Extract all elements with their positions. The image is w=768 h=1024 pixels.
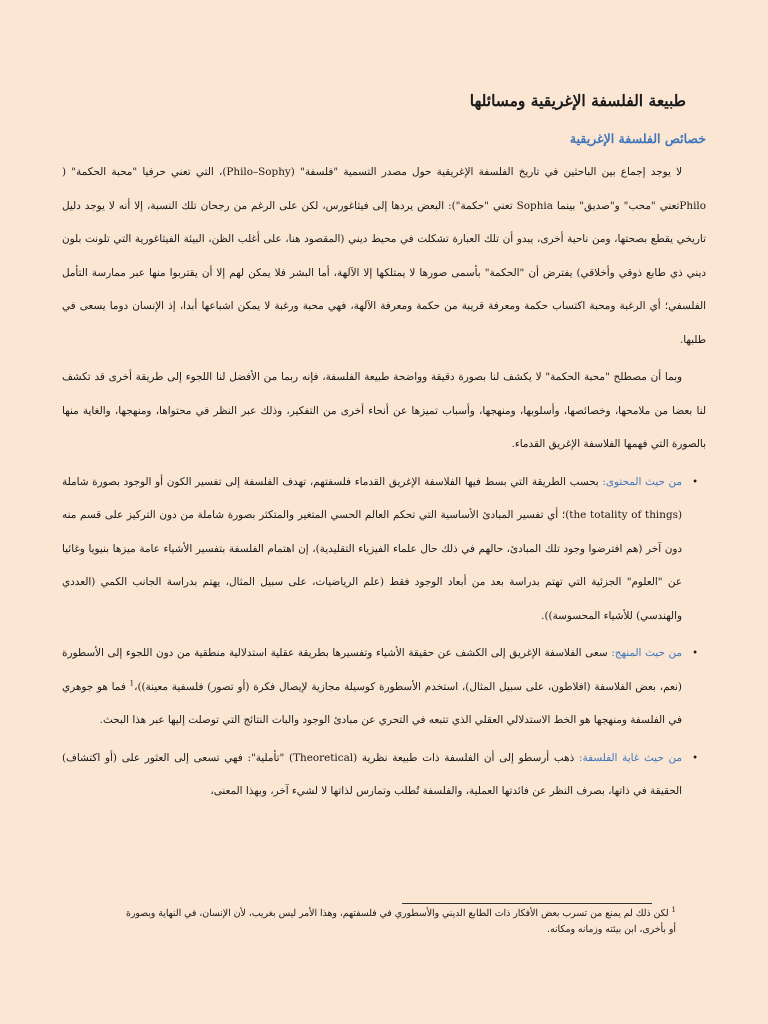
footnote-divider [402,903,652,904]
bullet-text: سعى الفلاسفة الإغريق إلى الكشف عن حقيقة الأشياء وتفسيرها بطريقة عقلية استدلالية منطقية من دون اللجوء إلى الأسطورة (نعم، بعض الفلاسفة (افلاطون، على سبيل المثال)، استخدم الأسطورة كوسيلة مجازية لإيصال فكرة (أو تصور) فلسفية معينة))، [62,647,682,693]
bullet-marker: • [692,752,698,764]
paragraph-intro: لا يوجد إجماع بين الباحثين في تاريخ الفلسفة الإغريقية حول مصدر التسمية "فلسفة" (Philo–Sophy)، التي تعني حرفيا "محبة الحكمة" ( Philoتعني "محب" و"صديق" بينما Sophia تعني "حكمة"): البعض يردها إلى فيثاغورس، لكن على الرغم من رجحان تلك النسبة، إلا أنه لا يوجد دليل تاريخي يقطع بصحتها، ومن ناحية أخرى، يبدو أن تلك العبارة تشكلت في محيط ديني (المقصود هنا، على أغلب الظن، البيئة الفيثاغورية التي تلونت بلون ديني ذي طابع ذوقي وأخلاقي) يفترض أن "الحكمة" بأسمى صورها لا يمتلكها إلا الآلهة، أما البشر فلا يمكن لهم إلا أن يقتربوا منها عبر ممارسة التأمل الفلسفي؛ أي الرغبة ومحبة اكتساب حكمة ومعرفة قريبة من حكمة ومعرفة الآلهة، فهي محبة ورغبة لا يمكن اشباعها أبدا، إذ الإنسان دوما يسعى في طلبها. [62,166,706,346]
bullet-purpose [62,742,706,809]
footnote-reference: 1 [129,679,135,688]
page-title: طبيعة الفلسفة الإغريقية ومسائلها [469,91,686,110]
section-heading: خصائص الفلسفة الإغريقية [569,131,706,146]
bullet-text: بحسب الطريقة التي بسط فيها الفلاسفة الإغريق القدماء فلسفتهم، تهدف الفلسفة إلى تفسير الكون أو الوجود بصورة شاملة (the totality of things)؛ أي تفسير المبادئ الأساسية التي تحكم العالم الحسي المتغير والمتكثر بصورة شاملة من دون التركيز على قسم منه دون آخر (هم افترضوا وجود تلك المبادئ، حالهم في ذلك حال علماء الفيزياء التقليدية)، إن اهتمام الفلسفة بتفسير الأشياء عامة ميزها بنيويا وغائيا عن "العلوم" الجزئية التي تهتم بدراسة بعد من أبعاد الوجود فقط (علم الرياضيات، على سبيل المثال، يهتم بدراسة الجانب الكمي (العددي والهندسي) للأشياء المحسوسة)). [62,475,682,622]
bullet-content [62,466,706,634]
footnote [116,906,676,938]
bullet-marker: • [692,648,698,659]
footnote-text: لكن ذلك لم يمنع من تسرب بعض الأفكار ذات الطابع الديني والأسطوري في فلسفتهم، وهذا الأمر ليس بغريب، لأن الإنسان، في النهاية وبصورة أو بأخرى، ابن بيئته وزمانه ومكانه. [125,908,676,935]
footnote-mark: 1 [671,905,676,914]
document-body [62,86,706,809]
bullet-lead: من حيث المحتوى: [602,475,682,488]
bullet-lead: من حيث المنهج: [611,647,682,659]
bullet-text: ذهب أرسطو إلى أن الفلسفة ذات طبيعة نظرية (Theoretical) "تأملية": فهي تسعى إلى العثور على (أو اكتشاف) الحقيقة في ذاتها، بصرف النظر عن فائدتها العملية، والفلسفة تُطلب وتمارس لذاتها لا لشيء آخر، وبهذا المعنى، [62,751,682,797]
bullet-method [62,637,706,738]
bullet-text-continued: فما هو جوهري في الفلسفة ومنهجها هو الخط الاستدلالي العقلي الذي تتبعه في التحري عن مبادئ الوجود والبات النتائج التي توصلت إليها عبر هذا البحث. [62,680,682,726]
bullet-lead: من حيث غاية الفلسفة: [579,751,682,764]
paragraph-method: وبما أن مصطلح "محبة الحكمة" لا يكشف لنا بصورة دقيقة وواضحة طبيعة الفلسفة، فإنه ربما من الأفضل لنا اللجوء إلى طريقة أخرى قد تكشف لنا بعضا من ملامحها، وخصائصها، وأسلوبها، ومنهجها، وأسباب تميزها عن أنحاء أخرى من التفكير، وذلك عبر النظر في محتواها، ومنهجها، والغاية منها بالصورة التي فهمها الفلاسفة الإغريق القدماء. [62,371,706,450]
bullet-marker: • [692,476,698,488]
